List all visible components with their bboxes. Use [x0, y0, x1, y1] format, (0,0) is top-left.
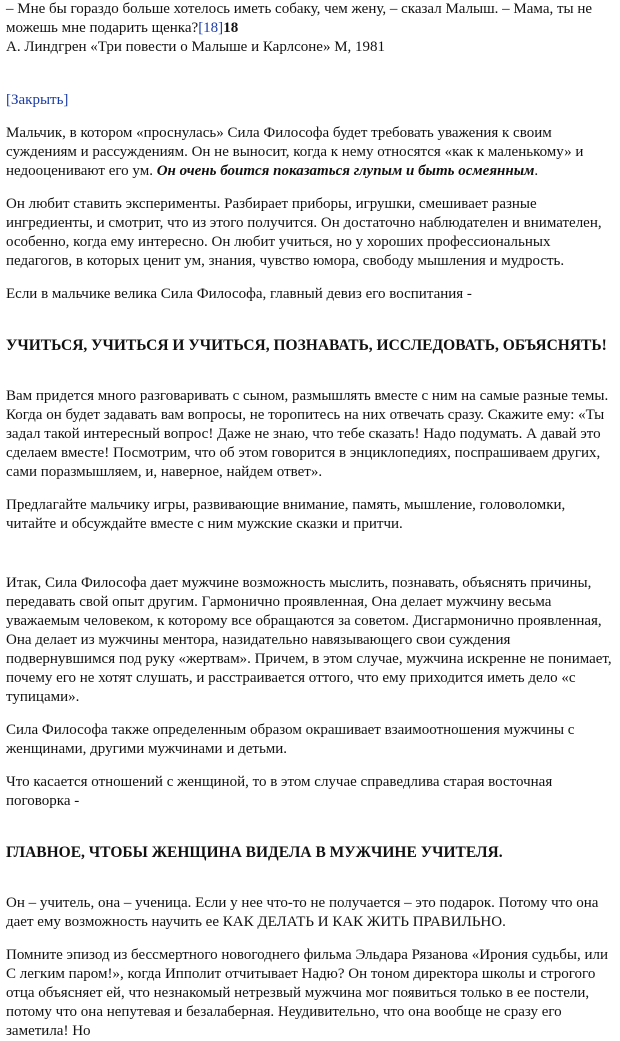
paragraph-intro: [6, 124, 612, 181]
footnote-number: 18: [223, 20, 239, 36]
intro-emphasis: Он очень боится показаться глупым и быть осмеянным: [156, 163, 535, 179]
close-link[interactable]: [Закрыть]: [6, 92, 69, 108]
paragraph-film: Помните эпизод из бессмертного новогоднего фильма Эльдара Рязанова «Ирония судьбы, или С легким паром!», когда Ипполит отчитывает Надю? Он тоном директора школы и строгого отца объясняет ей, что незнакомый нетрезвый мужчина мог появиться только в ее постели, потому что она непутевая и безалаберная. Неудивительно, что она вообще не сразу его заметила! Но: [6, 947, 609, 1039]
footnote-link[interactable]: [18]: [198, 20, 224, 36]
paragraph-talk: Вам придется много разговаривать с сыном, размышлять вместе с ним на самые разные темы. Когда он будет задавать вам вопросы, не торопитесь на них отвечать сразу. Скажите ему: «Ты задал такой интересный вопрос! Даже не знаю, что тебе сказать! Надо подумать. А давай это сделаем вместе! Посмотрим, что об этом говорится в энциклопедиях, поспрашиваем других, сами поразмышляем, и, наверное, найдем ответ».: [6, 388, 609, 480]
epigraph-quote: [6, 0, 612, 38]
epigraph-citation: А. Линдгрен «Три повести о Малыше и Карлсоне» М, 1981: [6, 39, 386, 55]
paragraph-teacher: Он – учитель, она – ученица. Если у нее что-то не получается – это подарок. Потому что она дает ему возможность научить ее КАК ДЕЛАТЬ И КАК ЖИТЬ ПРАВИЛЬНО.: [6, 895, 599, 930]
close-footnote-row: [6, 91, 612, 110]
paragraph-summary: Итак, Сила Философа дает мужчине возможность мыслить, познавать, объяснять причины, передавать свой опыт другим. Гармонично проявленная, Она делает мужчину весьма уважаемым человеком, к которому все обращаются за советом. Дисгармонично проявленная, Она делает из мужчины ментора, назидательно навязывающего свои суждения подвернувшимся под руку «жертвам». Причем, в этом случае, мужчина искренне не понимает, почему его не хотят слушать, и расстраивается оттого, что ему приходится иметь дело «с тупицами».: [6, 575, 612, 705]
paragraph-relationships: Сила Философа также определенным образом окрашивает взаимоотношения мужчины с женщинами, другими мужчинами и детьми.: [6, 722, 575, 757]
heading-teacher: ГЛАВНОЕ, ЧТОБЫ ЖЕНЩИНА ВИДЕЛА В МУЖЧИНЕ УЧИТЕЛЯ.: [6, 844, 503, 861]
paragraph-motto-intro: Если в мальчике велика Сила Философа, главный девиз его воспитания -: [6, 286, 472, 302]
heading-motto: УЧИТЬСЯ, УЧИТЬСЯ И УЧИТЬСЯ, ПОЗНАВАТЬ, ИССЛЕДОВАТЬ, ОБЪЯСНЯТЬ!: [6, 337, 607, 354]
intro-text: Мальчик, в котором «проснулась» Сила Философа будет требовать уважения к своим суждениям и рассуждениям. Он не выносит, когда к нему относятся «как к маленькому» и недооценивают его ум.: [6, 125, 584, 179]
paragraph-experiments: Он любит ставить эксперименты. Разбирает приборы, игрушки, смешивает разные ингредиенты, и смотрит, что из этого получится. Он достаточно наблюдателен и внимателен, особенно, когда ему интересно. Он любит учиться, но у хороших профессиональных педагогов, в которых ценит ум, знания, чувство юмора, свободу мышления и мудрость.: [6, 196, 602, 269]
epigraph-text: – Мне бы гораздо больше хотелось иметь собаку, чем жену, – сказал Малыш. – Мама, ты не можешь мне подарить щенка?: [6, 1, 593, 36]
paragraph-women: Что касается отношений с женщиной, то в этом случае справедлива старая восточная поговорка -: [6, 774, 553, 809]
intro-end: .: [534, 163, 539, 179]
paragraph-games: Предлагайте мальчику игры, развивающие внимание, память, мышление, головоломки, читайте и обсуждайте вместе с ним мужские сказки и притчи.: [6, 497, 566, 532]
